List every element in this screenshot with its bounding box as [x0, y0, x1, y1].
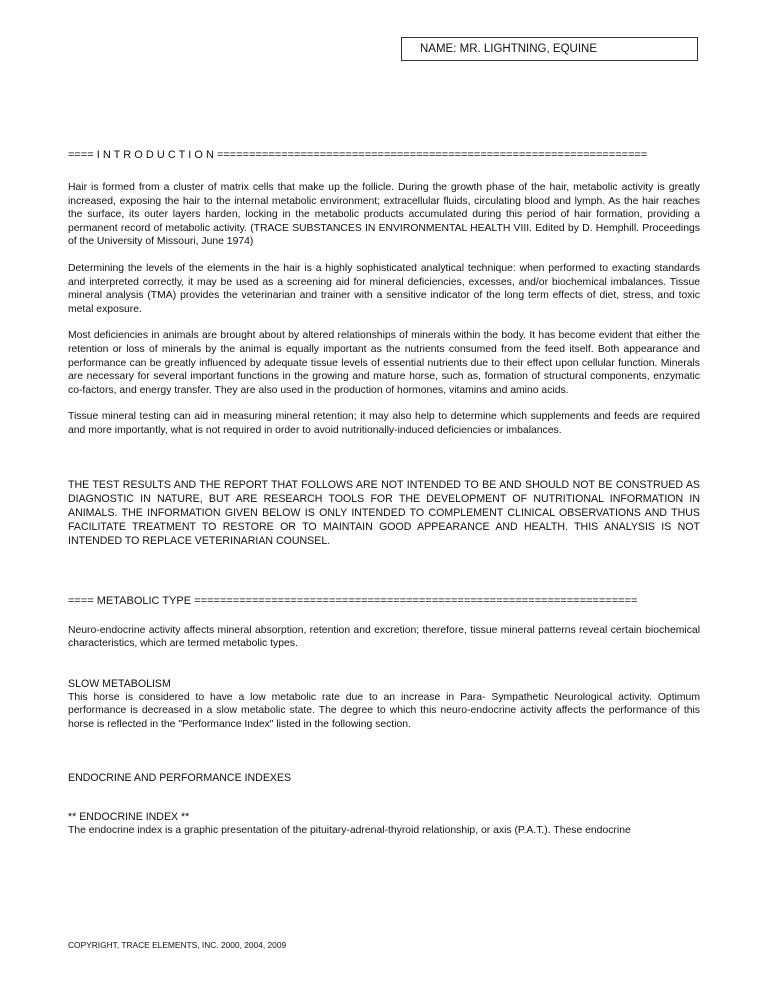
report-content — [68, 148, 700, 838]
intro-paragraph-1: Hair is formed from a cluster of matrix cells that make up the follicle. During the growth phase of the hair, metabolic activity is greatly increased, exposing the hair to the internal metabolic environment; extracellular fluids, circulating blood and lymph. As the hair reaches the surface, its outer layers harden, locking in the metabolic products accumulated during this period of hair formation, providing a permanent record of metabolic activity. (TRACE SUBSTANCES IN ENVIRONMENTAL HEALTH VIII. Edited by D. Hemphill. Proceedings of the University of Missouri, June 1974) — [68, 182, 700, 248]
slow-metabolism-text: This horse is considered to have a low metabolic rate due to an increase in Para- Sympathetic Neurological activity. Optimum performance is decreased in a slow metabolic state. The degree to which this neuro-endocrine activity affects the performance of this horse is reflected in the "Performance Index" listed in the following section. — [68, 691, 700, 730]
copyright-footer: COPYRIGHT, TRACE ELEMENTS, INC. 2000, 2004, 2009 — [68, 940, 287, 950]
indexes-heading: ENDOCRINE AND PERFORMANCE INDEXES — [68, 772, 292, 785]
slow-metabolism-title: SLOW METABOLISM — [68, 677, 171, 690]
disclaimer-text: THE TEST RESULTS AND THE REPORT THAT FOLLOWS ARE NOT INTENDED TO BE AND SHOULD NOT BE CONSTRUED AS DIAGNOSTIC IN NATURE, BUT ARE RESEARCH TOOLS FOR THE DEVELOPMENT OF NUTRITIONAL INFORMATION IN ANIMALS. THE INFORMATION GIVEN BELOW IS ONLY INTENDED TO COMPLEMENT CLINICAL OBSERVATIONS AND THUS FACILITATE TREATMENT TO RESTORE OR TO MAINTAIN GOOD APPEARANCE AND HEALTH. THIS ANALYSIS IS NOT INTENDED TO REPLACE VETERINARIAN COUNSEL. — [68, 478, 700, 547]
intro-paragraph-2: Determining the levels of the elements in the hair is a highly sophisticated analytical technique: when performed to exacting standards and interpreted correctly, it may be used as a screening aid for mineral deficiencies, excesses, and/or biochemical imbalances. Tissue mineral analysis (TMA) provides the veterinarian and trainer with a sensitive indicator of the long term effects of diet, stress, and toxic metal exposure. — [68, 262, 700, 315]
endocrine-index-title: ** ENDOCRINE INDEX ** — [68, 811, 190, 824]
patient-name-box — [401, 37, 698, 61]
metabolic-intro-paragraph: Neuro-endocrine activity affects mineral absorption, retention and excretion; therefore, tissue mineral patterns reveal certain biochemical characteristics, which are termed metabolic types. — [68, 624, 700, 650]
metabolic-type-heading: ==== METABOLIC TYPE ===================================================================== — [68, 594, 638, 607]
patient-name-label: NAME: MR. LIGHTNING, EQUINE — [420, 43, 597, 55]
endocrine-index-text: The endocrine index is a graphic presentation of the pituitary-adrenal-thyroid relationship, or axis (P.A.T.). These endocrine — [68, 825, 631, 837]
introduction-heading: ==== I N T R O D U C T I O N =================================================================== — [68, 149, 648, 161]
intro-paragraph-3: Most deficiencies in animals are brought about by altered relationships of minerals within the body. It has become evident that either the retention or loss of minerals by the animal is equally important as the nutrients consumed from the feed itself. Both appearance and performance can be greatly influenced by adequate tissue levels of essential nutrients due to their effect upon cellular function. Minerals are necessary for several important functions in the growing and mature horse, such as, formation of structural components, enzymatic co-factors, and energy transfer. They are also used in the production of hormones, vitamins and amino acids. — [68, 330, 700, 396]
intro-paragraph-4: Tissue mineral testing can aid in measuring mineral retention; it may also help to determine which supplements and feeds are required and more importantly, what is not required in order to avoid nutritionally-induced deficiencies or imbalances. — [68, 411, 700, 436]
